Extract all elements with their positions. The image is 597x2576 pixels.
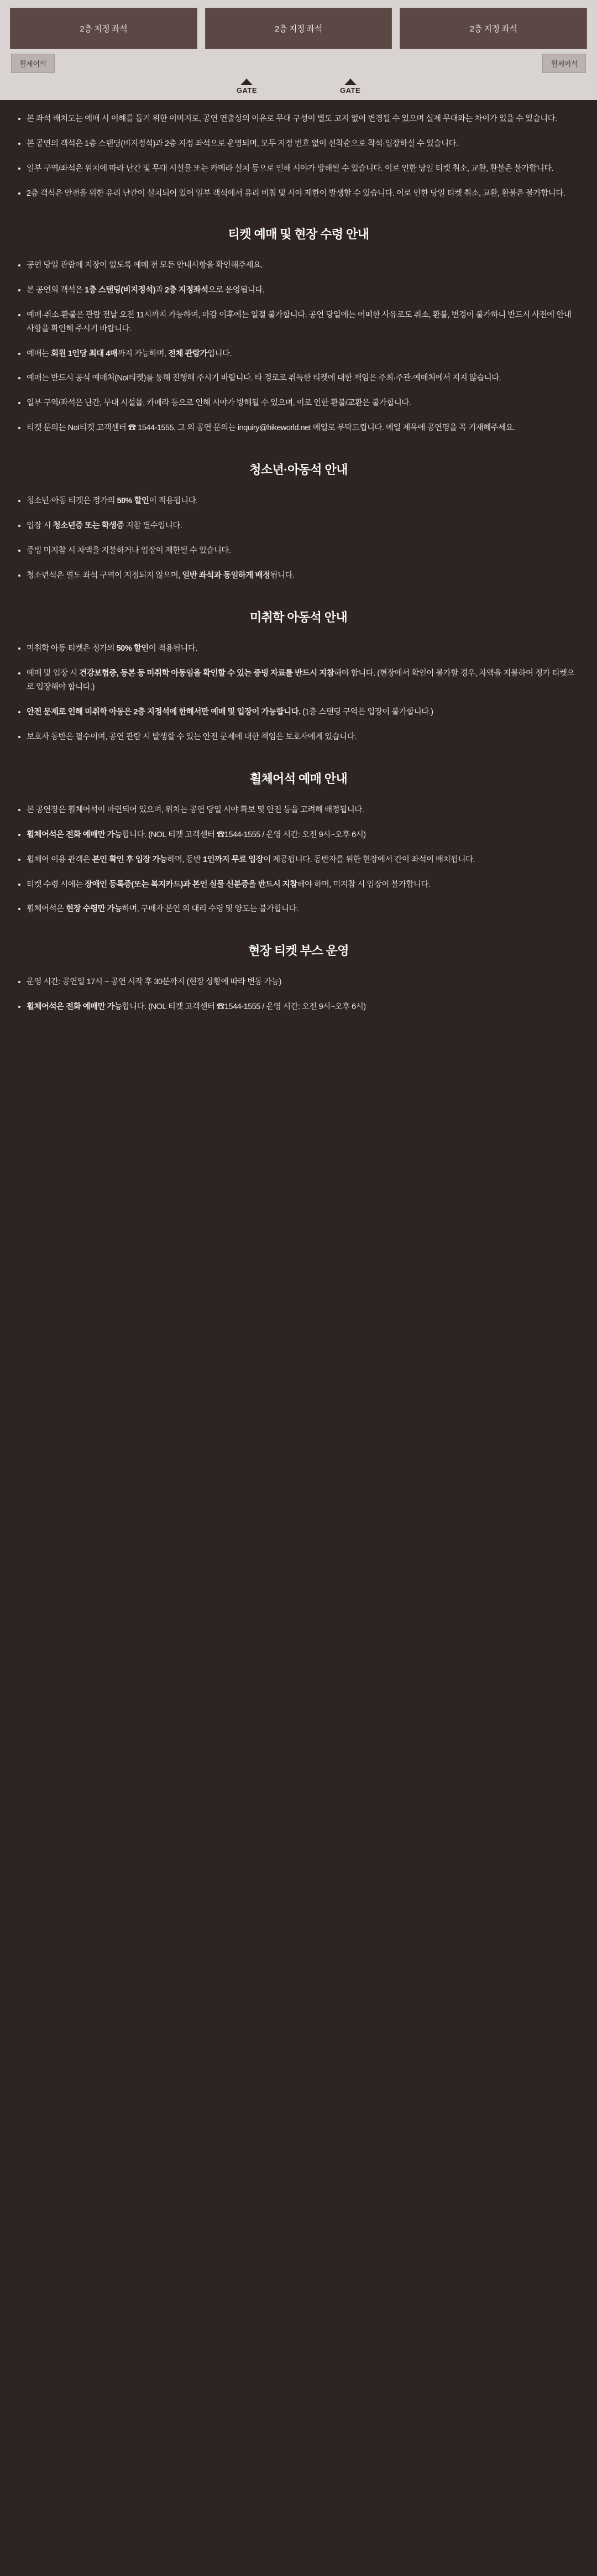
gate-arrow-icon (240, 79, 253, 85)
intro-note-list (17, 112, 580, 201)
notice-item: 휠체어 이용 관객은 본인 확인 후 입장 가능하며, 동반 1인까지 무료 입장이 제공됩니다. 동반자를 위한 현장에서 간이 좌석이 배치됩니다. (17, 853, 580, 867)
notice-item: 운영 시간: 공연일 17시 ~ 공연 시작 후 30분까지 (현장 상황에 따라 변동 가능) (17, 975, 580, 989)
notice-item: 예매는 회원 1인당 최대 4매까지 가능하며, 전체 관람가입니다. (17, 347, 580, 361)
notice-item: 예매 및 입장 시 건강보험증, 등본 등 미취학 아동임을 확인할 수 있는 증빙 자료를 반드시 지참해야 합니다. (현장에서 확인이 불가할 경우, 차액을 지불하여 정가 티켓으로 입장해야 합니다.) (17, 667, 580, 694)
notice-item: 보호자 동반은 필수이며, 공연 관람 시 발생할 수 있는 안전 문제에 대한 책임은 보호자에게 있습니다. (17, 730, 580, 744)
section-item-list (17, 259, 580, 436)
wheelchair-row (10, 54, 587, 73)
section-title: 청소년·아동석 안내 (249, 463, 348, 477)
section-title: 티켓 예매 및 현장 수령 안내 (228, 227, 369, 241)
section-item-list (17, 803, 580, 917)
seat-map (0, 0, 597, 100)
notice-item: 청소년·아동 티켓은 정가의 50% 할인이 적용됩니다. (17, 494, 580, 508)
section-item-list (17, 494, 580, 583)
notice-item: 본 공연장은 휠체어석이 마련되어 있으며, 위치는 공연 당일 시야 확보 및 안전 등을 고려해 배정됩니다. (17, 803, 580, 817)
notice-item: 일부 구역/좌석은 위치에 따라 난간 및 무대 시설물 또는 카메라 설치 등으로 인해 시야가 방해될 수 있습니다. 이로 인한 당일 티켓 취소, 교환, 환불은 불가합니다. (17, 162, 580, 176)
notice-item: 본 공연의 객석은 1층 스탠딩(비지정석)과 2층 지정 좌석으로 운영되며, 모두 지정 번호 없이 선착순으로 착석·입장하실 수 있습니다. (17, 137, 580, 151)
gate-right (340, 79, 360, 95)
notice-item: 휠체어석은 전화 예매만 가능합니다. (NOL 티켓 고객센터 ☎1544-1555 / 운영 시간: 오전 9시~오후 6시) (17, 828, 580, 842)
gate-arrow-icon (344, 79, 357, 85)
notice-item: 본 좌석 배치도는 예매 시 이해를 돕기 위한 이미지로, 공연 연출상의 이유로 무대 구성이 별도 고지 없이 변경될 수 있으며 실제 무대와는 차이가 있을 수 있습니다. (17, 112, 580, 126)
notice-item: 안전 문제로 인해 미취학 아동은 2층 지정석에 한해서만 예매 및 입장이 가능합니다. (1층 스탠딩 구역은 입장이 불가합니다.) (17, 706, 580, 719)
gate-left (237, 79, 257, 95)
seat-block-center: 2층 지정 좌석 (205, 8, 392, 49)
notice-item: 본 공연의 객석은 1층 스탠딩(비지정석)과 2층 지정좌석으로 운영됩니다. (17, 284, 580, 297)
gate-right-label: GATE (340, 86, 361, 95)
notice-item: 예매·취소·환불은 관람 전날 오전 11시까지 가능하며, 마감 이후에는 일절 불가합니다. 공연 당일에는 어떠한 사유로도 취소, 환불, 변경이 불가하니 반드시 사전에 안내 사항을 확인해 주시기 바랍니다. (17, 309, 580, 336)
notice-item: 일부 구역/좌석은 난간, 무대 시설물, 카메라 등으로 인해 시야가 방해될 수 있으며, 이로 인한 환불/교환은 불가합니다. (17, 396, 580, 410)
gate-row (10, 79, 587, 97)
seat-block-right: 2층 지정 좌석 (400, 8, 587, 49)
wheelchair-seat-left: 휠체어석 (11, 54, 55, 73)
notice-item: 티켓 문의는 NoI티켓 고객센터 ☎ 1544-1555, 그 외 공연 문의는 inquiry@hikeworld.net 메일로 부탁드립니다. 메일 제목에 공연명을 꼭 기재해주세요. (17, 421, 580, 435)
notice-item: 공연 당일 관람에 지장이 없도록 예매 전 모든 안내사항을 확인해주세요. (17, 259, 580, 273)
notice-item: 증빙 미지참 시 차액을 지불하거나 입장이 제한될 수 있습니다. (17, 544, 580, 558)
notice-content (0, 100, 597, 1047)
notice-item: 2층 객석은 안전을 위한 유리 난간이 설치되어 있어 일부 객석에서 유리 비침 및 시야 제한이 발생할 수 있습니다. 이로 인한 당일 티켓 취소, 교환, 환불은 불가합니다. (17, 187, 580, 201)
section-title: 미취학 아동석 안내 (249, 610, 348, 624)
notice-item: 입장 시 청소년증 또는 학생증 지참 필수입니다. (17, 519, 580, 533)
notice-item: 휠체어석은 현장 수령만 가능하며, 구매자 본인 외 대리 수령 및 양도는 불가합니다. (17, 902, 580, 916)
section-item-list (17, 642, 580, 744)
notice-item: 예매는 반드시 공식 예매처(NoI티켓)를 통해 진행해 주시기 바랍니다. 타 경로로 취득한 티켓에 대한 책임은 주최·주관·예매처에서 지지 않습니다. (17, 372, 580, 385)
section-item-list (17, 975, 580, 1014)
seat-block-left: 2층 지정 좌석 (10, 8, 197, 49)
gate-left-label: GATE (236, 86, 257, 95)
notice-item: 휠체어석은 전화 예매만 가능합니다. (NOL 티켓 고객센터 ☎1544-1555 / 운영 시간: 오전 9시~오후 6시) (17, 1000, 580, 1014)
notice-item: 티켓 수령 시에는 장애인 등록증(또는 복지카드)과 본인 실물 신분증을 반드시 지참해야 하며, 미지참 시 입장이 불가합니다. (17, 878, 580, 892)
seat-block-row (10, 8, 587, 49)
sections-host (17, 225, 580, 1015)
section-title: 현장 티켓 부스 운영 (248, 944, 349, 958)
notice-item: 청소년석은 별도 좌석 구역이 지정되지 않으며, 일반 좌석과 동일하게 배정됩니다. (17, 569, 580, 583)
section-title: 휠체어석 예매 안내 (249, 771, 348, 786)
notice-item: 미취학 아동 티켓은 정가의 50% 할인이 적용됩니다. (17, 642, 580, 656)
wheelchair-seat-right: 휠체어석 (542, 54, 586, 73)
